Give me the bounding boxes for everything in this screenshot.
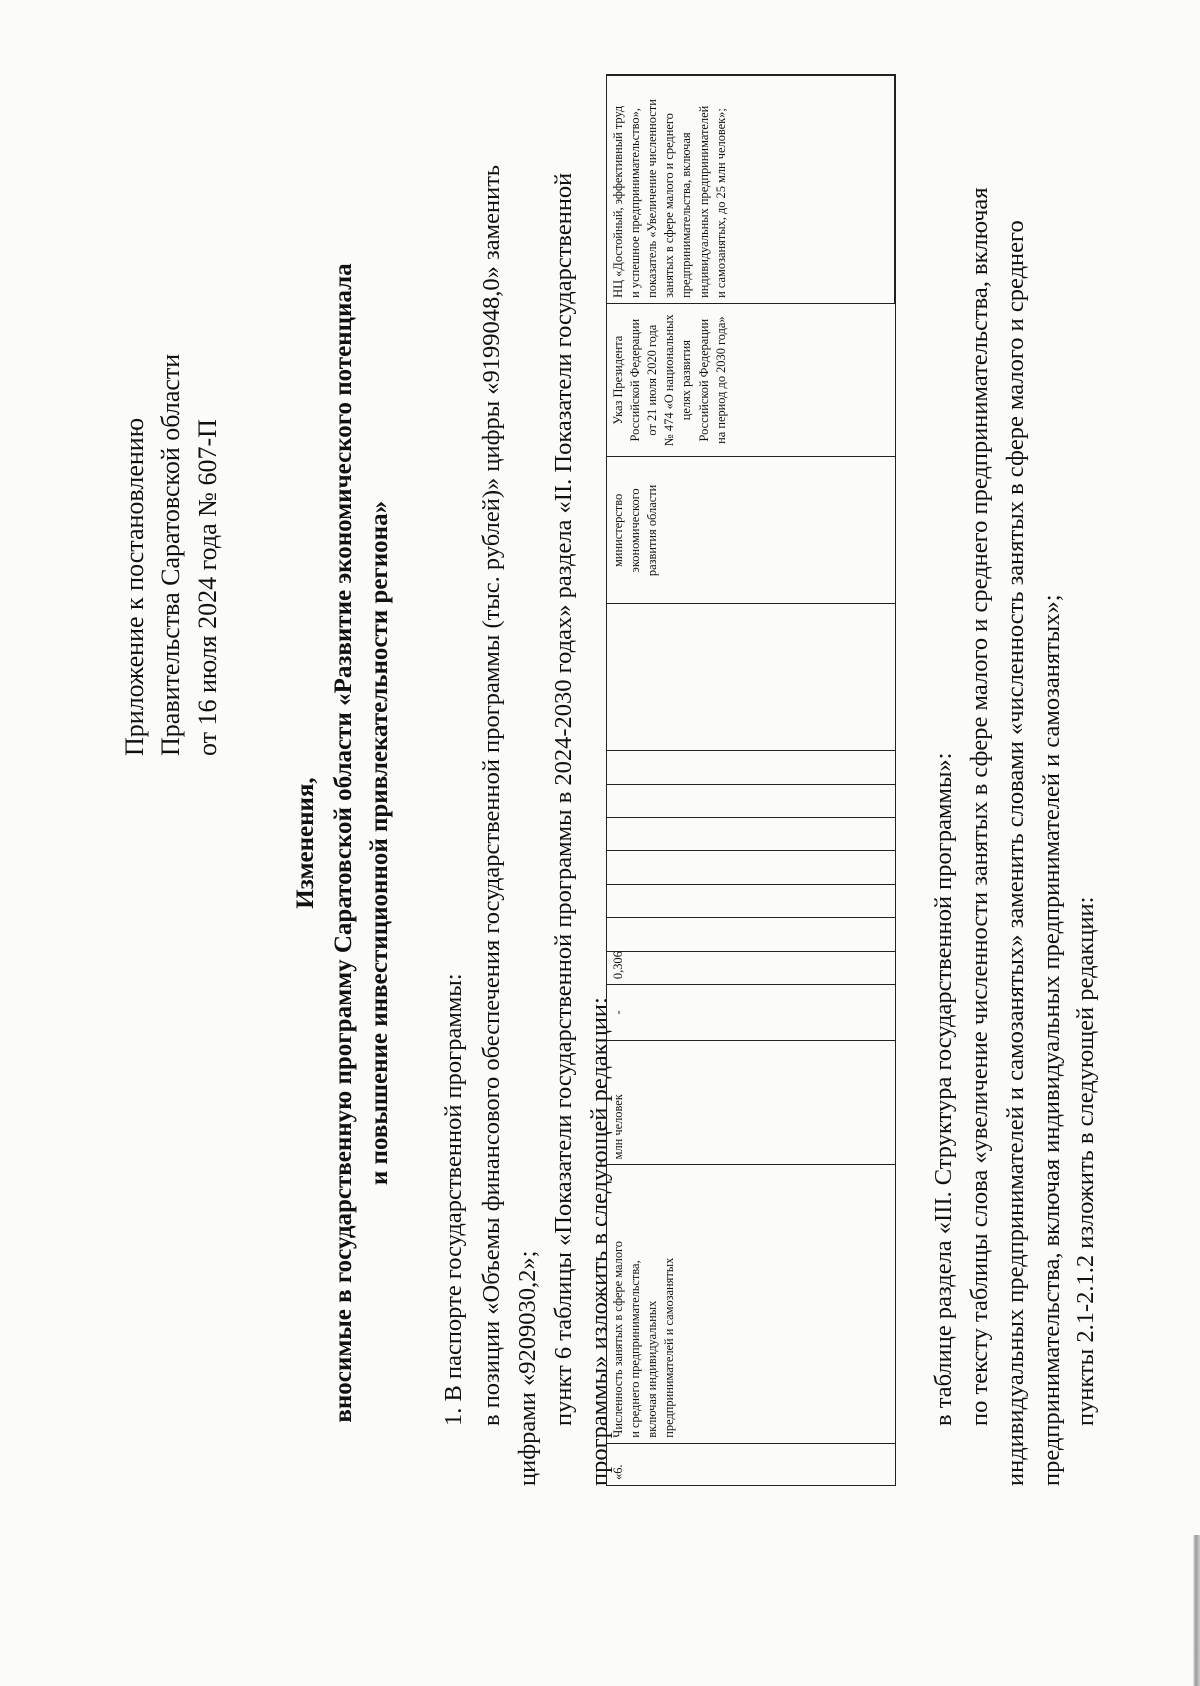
responsible-cell: [607, 457, 896, 604]
empty-extra-cell: [607, 604, 896, 751]
responsible-line: министерство: [611, 493, 625, 568]
paragraph-5-line-1: по тексту таблицы слова «увеличение численности занятых в сфере малого и среднего предпринимательства, включая: [966, 187, 993, 1426]
table-row: [607, 75, 896, 1486]
value-cell-2024: [607, 951, 896, 984]
empty-year-cell: [607, 851, 896, 884]
scan-edge-shadow: [1193, 1535, 1200, 1686]
responsible-line: развития области: [645, 484, 660, 577]
document-title-line-2: вносимые в государственную программу Саратовской области «Развитие экономического потенциала: [330, 263, 357, 1423]
indicator-name-line: и среднего предпринимательства,: [628, 1260, 643, 1438]
decree-line: Указ Президента: [611, 335, 625, 425]
paragraph-2-line-2: цифрами «9209030,2»;: [514, 1250, 541, 1486]
goal-line: и успешное предпринимательство»,: [628, 108, 643, 298]
unit-cell: [607, 1040, 896, 1165]
appendix-line-3: от 16 июля 2024 года № 607-П: [193, 419, 222, 756]
row-number-cell: [607, 1443, 896, 1485]
indicator-name-line: предпринимателей и самозанятых: [662, 1257, 677, 1438]
base-value-cell: [607, 985, 896, 1041]
decree-line: на период до 2030 года»: [713, 316, 728, 444]
national-goal-cell: [607, 75, 896, 303]
decree-line: № 474 «О национальных: [662, 314, 677, 446]
document-title-line-1: Изменения,: [292, 777, 319, 909]
decree-line: Российской Федерации: [696, 318, 711, 442]
paragraph-1: 1. В паспорте государственной программы:: [440, 973, 467, 1426]
goal-line: занятых в сфере малого и среднего: [662, 113, 677, 298]
goal-line: предпринимательства, включая: [679, 132, 694, 298]
indicator-name-cell: [607, 1165, 896, 1443]
empty-year-cell: [607, 818, 896, 851]
responsible-line: экономического: [628, 488, 643, 573]
base-value: -: [611, 1010, 625, 1015]
paragraph-4: в таблице раздела «III. Структура государственной программы»:: [930, 752, 957, 1426]
decree-line: Российской Федерации: [628, 318, 643, 442]
paragraph-2-line-1: в позиции «Объемы финансового обеспечения государственной программы (тыс. рублей)» цифры «9199048,0» заменить: [478, 164, 505, 1426]
goal-line: показатель «Увеличение численности: [645, 99, 660, 298]
goal-line: индивидуальных предпринимателей: [696, 105, 711, 298]
empty-year-cell: [607, 784, 896, 817]
indicators-table: [606, 74, 896, 1486]
decree-line: целях развития: [679, 340, 694, 421]
rotated-document: [60, 60, 1100, 1626]
indicator-name-line: Численность занятых в сфере малого: [611, 1241, 625, 1438]
decree-line: от 21 июля 2020 года: [645, 324, 660, 436]
empty-year-cell: [607, 918, 896, 951]
paragraph-3-line-2: программы» изложить в следующей редакции:: [586, 997, 613, 1486]
empty-year-cell: [607, 884, 896, 917]
appendix-line-1: Приложение к постановлению: [120, 417, 149, 756]
unit-text: млн человек: [611, 1094, 625, 1160]
paragraph-5-line-3: предпринимательства, включая индивидуальных предпринимателей и самозанятых»;: [1038, 594, 1065, 1486]
indicator-name-line: включая индивидуальных: [645, 1300, 660, 1438]
paragraph-5-line-2: индивидуальных предпринимателей и самозанятых» заменить словами «численность занятых в сфере малого и среднего: [1002, 220, 1029, 1486]
appendix-line-2: Правительства Саратовской области: [156, 353, 185, 756]
paragraph-6: пункты 2.1-2.1.2 изложить в следующей редакции:: [1072, 896, 1099, 1426]
document-title-line-3: и повышение инвестиционной привлекательности региона»: [366, 500, 393, 1186]
decree-cell: [607, 303, 896, 457]
goal-line: НЦ «Достойный, эффективный труд: [611, 105, 625, 298]
paragraph-3-line-1: пункт 6 таблицы «Показатели государственной программы в 2024-2030 годах» раздела «II. Показатели государственной: [550, 172, 577, 1426]
value-2024: 0,306: [611, 951, 625, 980]
goal-line: и самозанятых, до 25 млн человек»;: [713, 108, 728, 298]
empty-year-cell: [607, 751, 896, 784]
row-number: «6.: [611, 1464, 625, 1480]
